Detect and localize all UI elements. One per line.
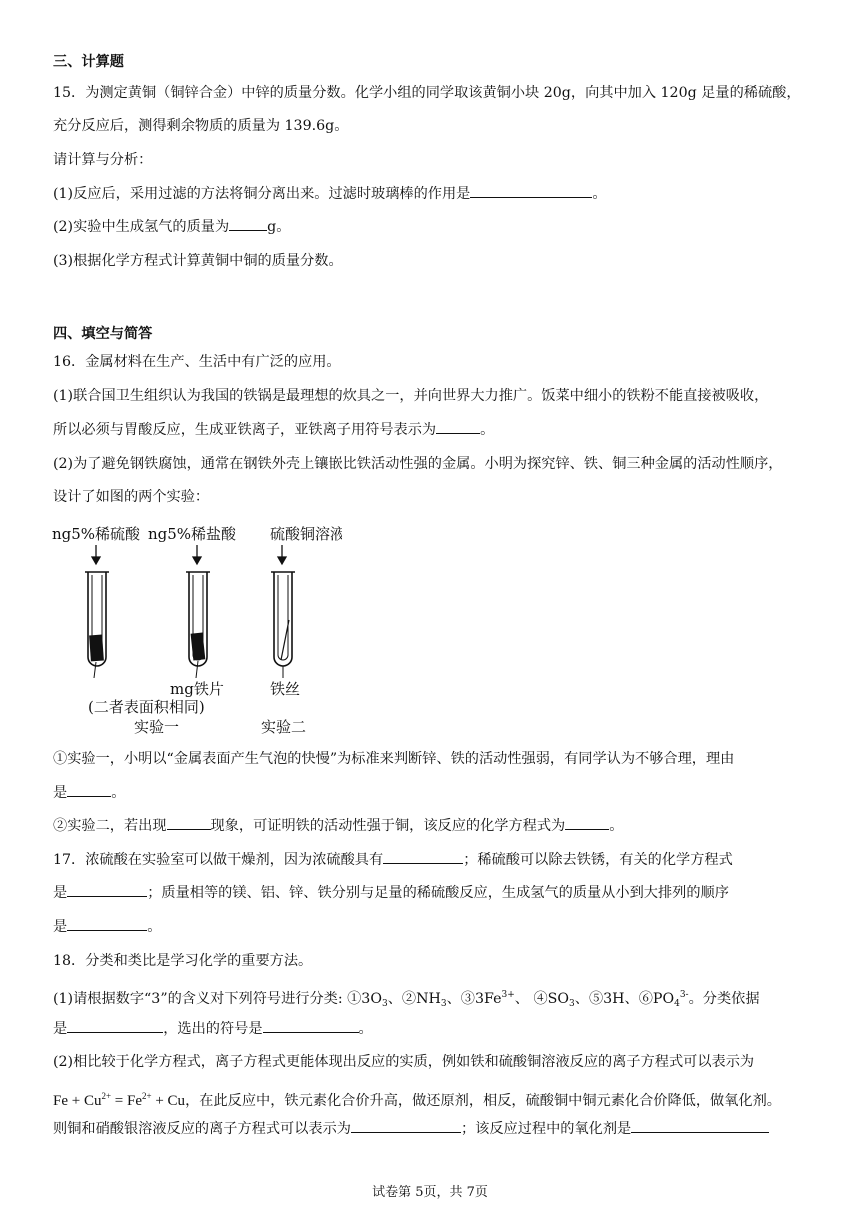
- q15-line2: 充分反应后，测得剩余物质的质量为 139.6g。: [53, 118, 349, 134]
- answer-blank[interactable]: [67, 1019, 163, 1033]
- q17-line3: 是 。: [53, 919, 162, 935]
- q17-line2: 是 ；质量相等的镁、铝、锌、铁分别与足量的稀硫酸反应，生成氢气的质量从小到大排列的顺序: [53, 885, 729, 901]
- q16-part2-line2: 设计了如图的两个实验：: [53, 489, 210, 505]
- answer-blank[interactable]: [167, 816, 211, 830]
- answer-blank[interactable]: [67, 917, 147, 931]
- q16-intro: 16．金属材料在生产、生活中有广泛的应用。: [53, 354, 341, 370]
- section-title-calculation: 三、计算题: [53, 54, 124, 70]
- page-footer: 试卷第 5页，共 7页: [372, 1185, 488, 1200]
- test-tube-iron: [186, 572, 210, 666]
- answer-blank[interactable]: [470, 184, 592, 198]
- answer-blank[interactable]: [229, 217, 267, 231]
- label-exp1: 实验一: [134, 718, 180, 736]
- q15-part2: (2)实验中生成氢气的质量为 g。: [53, 219, 291, 235]
- answer-blank[interactable]: [565, 816, 609, 830]
- answer-blank[interactable]: [263, 1019, 359, 1033]
- label-acid1: ng5%稀硫酸: [52, 525, 141, 543]
- q15-part1: (1)反应后，采用过滤的方法将铜分离出来。过滤时玻璃棒的作用是 。: [53, 186, 607, 202]
- answer-blank[interactable]: [67, 783, 111, 797]
- label-cuso4: 硫酸铜溶液: [270, 525, 342, 543]
- test-tube-copper-sulfate: [271, 572, 295, 666]
- q16-part1-line2: 所以必须与胃酸反应，生成亚铁离子，亚铁离子用符号表示为 。: [53, 422, 495, 438]
- answer-blank[interactable]: [383, 850, 463, 864]
- test-tube-zinc: [85, 572, 109, 666]
- q18-intro: 18．分类和类比是学习化学的重要方法。: [53, 953, 313, 969]
- q16-part2-line1: (2)为了避免钢铁腐蚀，通常在钢铁外壳上镶嵌比铁活动性强的金属。小明为探究锌、铁、铜三种金属的活动性顺序，: [53, 456, 783, 472]
- answer-blank[interactable]: [631, 1119, 769, 1133]
- label-exp2: 实验二: [261, 718, 307, 736]
- ionic-equation: $Fe + Cu^{2+} = Fe^{2+} + Cu$: [53, 1091, 186, 1109]
- label-acid2: ng5%稀盐酸: [148, 525, 237, 543]
- answer-blank[interactable]: [67, 883, 147, 897]
- q16-c1-line2: 是 。: [53, 785, 126, 801]
- label-wire: 铁丝: [270, 680, 301, 698]
- q18-part1-line2: 是 ，选出的符号是 。: [53, 1021, 373, 1037]
- q16-c1-line1: ①实验一，小明以“金属表面产生气泡的快慢”为标准来判断锌、铁的活动性强弱，有同学认为不够合理，理由: [53, 751, 735, 767]
- q18-part1-line1: (1)请根据数字“3”的含义对下列符号进行分类: $①3O_3$、$②NH_3$、$③3Fe^{3+}$、 $④SO_3$、⑤3H、$⑥PO_4^{3-}$。分类依据: [53, 990, 760, 1009]
- label-note: (二者表面积相同): [88, 698, 205, 716]
- q15-line3: 请计算与分析：: [53, 152, 153, 168]
- experiment-figure: [52, 520, 342, 736]
- q17-line1: 17．浓硫酸在实验室可以做干燥剂，因为浓硫酸具有 ；稀硫酸可以除去铁锈，有关的化学方程式: [53, 852, 733, 868]
- q15-part3: (3)根据化学方程式计算黄铜中铜的质量分数。: [53, 253, 343, 269]
- answer-blank[interactable]: [436, 420, 480, 434]
- q18-part2-line1: (2)相比较于化学方程式，离子方程式更能体现出反应的实质，例如铁和硫酸铜溶液反应的离子方程式可以表示为: [53, 1054, 755, 1070]
- label-iron: mg铁片: [170, 680, 224, 698]
- answer-blank[interactable]: [351, 1119, 461, 1133]
- q16-c2: ②实验二，若出现 现象，可证明铁的活动性强于铜，该反应的化学方程式为 。: [53, 818, 624, 834]
- q15-line1: 15．为测定黄铜（铜锌合金）中锌的质量分数。化学小组的同学取该黄铜小块 20g，向其中加入 120g 足量的稀硫酸，: [53, 85, 801, 101]
- q16-part1-line1: (1)联合国卫生组织认为我国的铁锅是最理想的炊具之一，并向世界大力推广。饭菜中细小的铁粉不能直接被吸收，: [53, 388, 769, 404]
- experiment-diagram: [52, 520, 342, 736]
- zinc-strip: [89, 635, 104, 662]
- q18-part2-line3: 则铜和硝酸银溶液反应的离子方程式可以表示为 ；该反应过程中的氧化剂是: [53, 1119, 769, 1139]
- q18-part2-line2: $Fe + Cu^{2+} = Fe^{2+} + Cu$，在此反应中，铁元素化合价升高，做还原剂，相反，硫酸铜中铜元素化合价降低，做氧化剂。: [53, 1091, 781, 1109]
- section-title-fill: 四、填空与简答: [53, 326, 153, 342]
- arrow-icon: [92, 545, 286, 564]
